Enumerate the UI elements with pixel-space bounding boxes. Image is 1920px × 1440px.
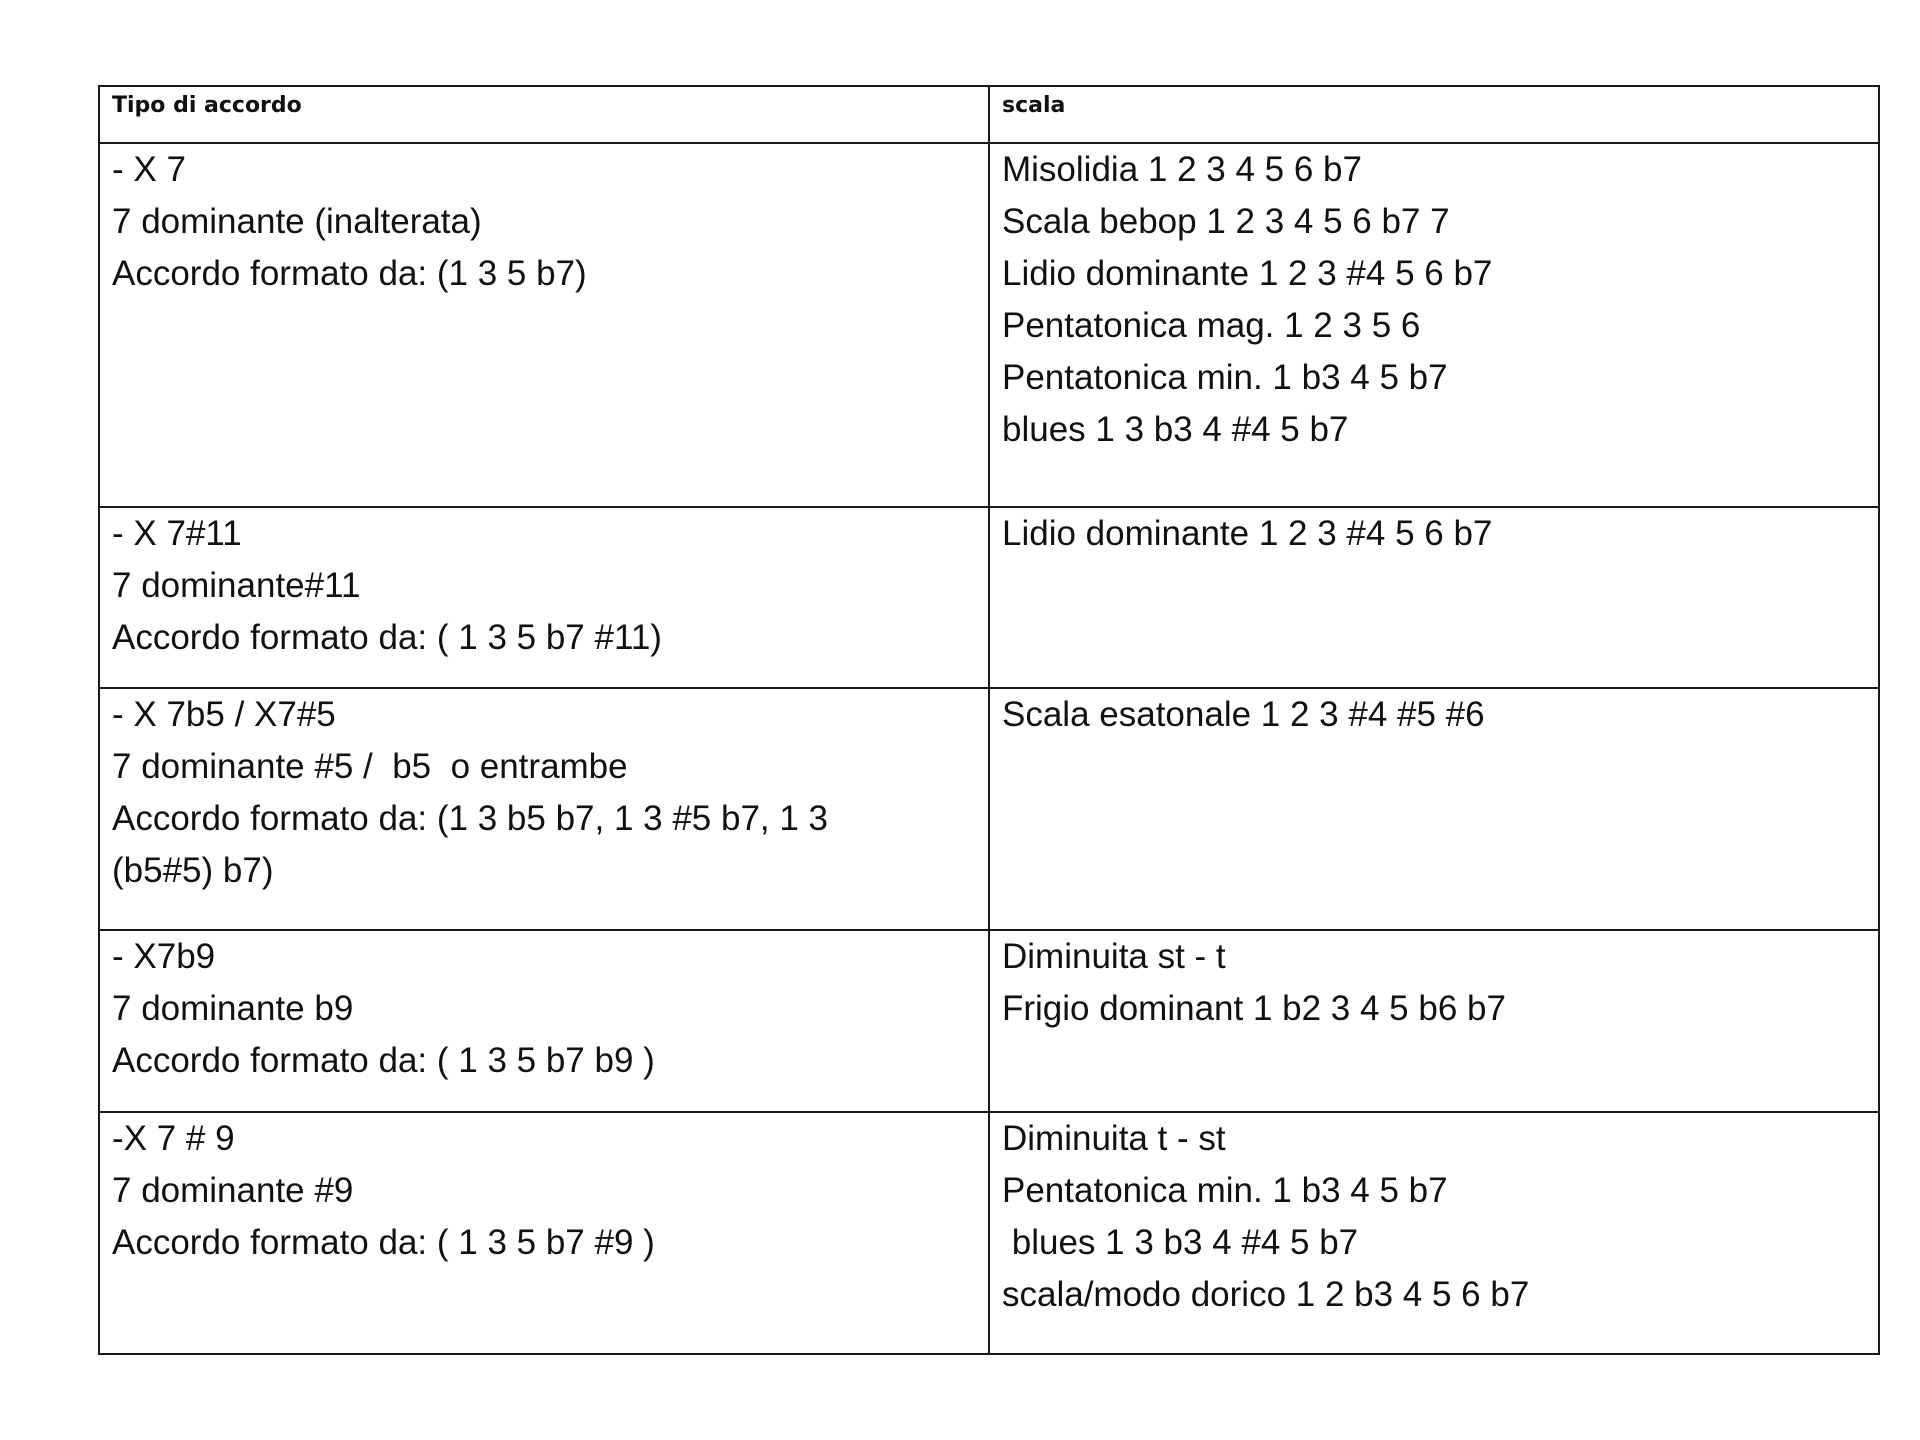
- table-header-row: [99, 86, 1879, 143]
- chord-scale-table: [98, 85, 1880, 1355]
- scale-line: Pentatonica mag. 1 2 3 5 6: [1002, 306, 1421, 345]
- scale-line: Lidio dominante 1 2 3 #4 5 6 b7: [1002, 254, 1493, 293]
- header-chord-type: Tipo di accordo: [99, 86, 989, 143]
- chord-cell: [99, 143, 989, 507]
- scale-line: Frigio dominant 1 b2 3 4 5 b6 b7: [1002, 989, 1506, 1028]
- chord-formula: Accordo formato da: ( 1 3 5 b7 b9 ): [112, 1041, 655, 1080]
- table-row: [99, 143, 1879, 507]
- chord-symbol: - X7b9: [112, 937, 216, 976]
- chord-name: 7 dominante b9: [112, 989, 354, 1028]
- chord-symbol: -X 7 # 9: [112, 1119, 235, 1158]
- chord-formula: Accordo formato da: ( 1 3 5 b7 #9 ): [112, 1223, 655, 1262]
- chord-formula: Accordo formato da: (1 3 b5 b7, 1 3 #5 b7, 1 3: [112, 799, 829, 838]
- table-row: [99, 688, 1879, 930]
- scale-cell: [989, 930, 1879, 1112]
- scale-cell: [989, 688, 1879, 930]
- table-row: [99, 930, 1879, 1112]
- scale-line: scala/modo dorico 1 2 b3 4 5 6 b7: [1002, 1275, 1530, 1314]
- chord-cell: [99, 688, 989, 930]
- chord-name: 7 dominante #9: [112, 1171, 354, 1210]
- table-row: [99, 1112, 1879, 1354]
- chord-symbol: - X 7: [112, 150, 186, 189]
- chord-name: 7 dominante #5 / b5 o entrambe: [112, 747, 628, 786]
- chord-symbol: - X 7b5 / X7#5: [112, 695, 336, 734]
- scale-line: blues 1 3 b3 4 #4 5 b7: [1002, 1223, 1359, 1262]
- scale-cell: [989, 507, 1879, 688]
- scale-line: Lidio dominante 1 2 3 #4 5 6 b7: [1002, 514, 1493, 553]
- chord-cell: [99, 507, 989, 688]
- chord-name: 7 dominante#11: [112, 566, 361, 605]
- chord-cell: [99, 930, 989, 1112]
- chord-cell: [99, 1112, 989, 1354]
- header-scale: scala: [989, 86, 1879, 143]
- scale-line: Pentatonica min. 1 b3 4 5 b7: [1002, 1171, 1448, 1210]
- scale-line: Pentatonica min. 1 b3 4 5 b7: [1002, 358, 1448, 397]
- chord-symbol: - X 7#11: [112, 514, 242, 553]
- scale-line: Diminuita st - t: [1002, 937, 1226, 976]
- chord-formula-continued: (b5#5) b7): [112, 851, 274, 890]
- scale-line: Diminuita t - st: [1002, 1119, 1226, 1158]
- chord-formula: Accordo formato da: ( 1 3 5 b7 #11): [112, 618, 662, 657]
- chord-formula: Accordo formato da: (1 3 5 b7): [112, 254, 587, 293]
- scale-cell: [989, 143, 1879, 507]
- scale-line: Misolidia 1 2 3 4 5 6 b7: [1002, 150, 1362, 189]
- scale-line: blues 1 3 b3 4 #4 5 b7: [1002, 410, 1349, 449]
- scale-cell: [989, 1112, 1879, 1354]
- scale-line: Scala esatonale 1 2 3 #4 #5 #6: [1002, 695, 1485, 734]
- table-row: [99, 507, 1879, 688]
- chord-name: 7 dominante (inalterata): [112, 202, 482, 241]
- scale-line: Scala bebop 1 2 3 4 5 6 b7 7: [1002, 202, 1450, 241]
